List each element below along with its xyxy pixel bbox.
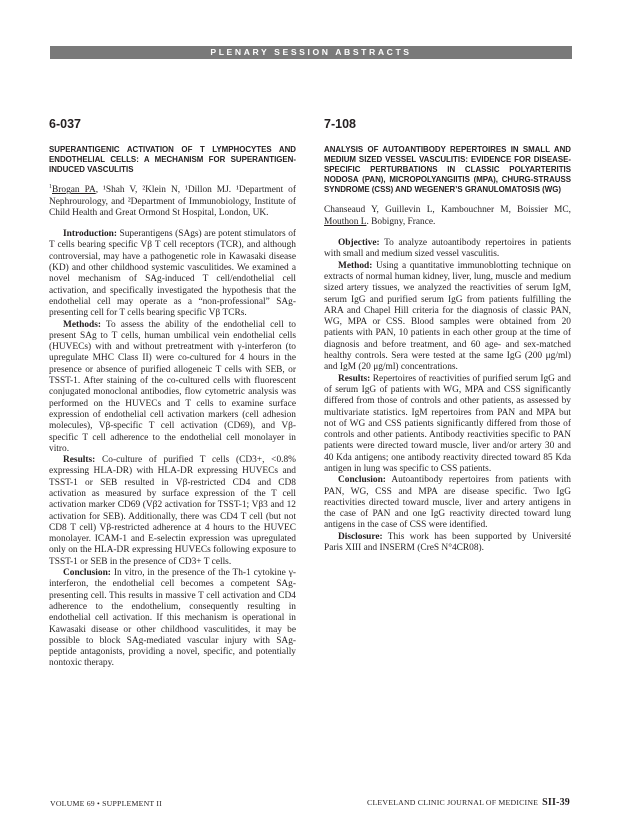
- authors-rest: , ¹Shah V, ²Klein N, ¹Dillon MJ. ¹Department of Nephrourology, and ²Department of Immunobiology, Institute of Child Health and Great Ormond St Hospital, London, UK.: [49, 185, 296, 218]
- abstract-authors: [324, 205, 571, 228]
- section-banner: PLENARY SESSION ABSTRACTS: [50, 46, 572, 59]
- section-disclosure: Disclosure: This work has been supported by Université Paris XIII and INSERM (CreS N°4CR08).: [324, 531, 571, 554]
- abstract-title: ANALYSIS OF AUTOANTIBODY REPERTOIRES IN SMALL AND MEDIUM SIZED VESSEL VASCULITIS: EVIDENCE FOR DISEASE-SPECIFIC PERTURBATIONS IN CLASSIC POLYARTERITIS NODOSA (PAN), MICROPOLYANGIITIS (MPA), CHURG-STRAUSS SYNDROME (CSS) AND WEGENER’S GRANULOMATOSIS (WG): [324, 145, 571, 195]
- affiliation-mark: 1: [49, 184, 52, 191]
- journal-name: CLEVELAND CLINIC JOURNAL OF MEDICINE: [367, 798, 539, 807]
- presenting-author: Mouthon L: [324, 216, 367, 227]
- authors-lead: Chanseaud Y, Guillevin L, Kambouchner M, Boissier MC,: [324, 205, 571, 216]
- section-conclusion: Conclusion: Autoantibody repertoires from patients with PAN, WG, CSS and MPA are disease specific. Two IgG reactivities directed toward muscle, liver and artery antigens in the case of PAN and one IgG reactivity directed toward lung antigens in the case of CSS were identified.: [324, 475, 571, 531]
- section-objective: Objective: To analyze autoantibody repertoires in patients with small and medium sized vessel vasculitis.: [324, 238, 571, 260]
- abstract-right: [324, 117, 571, 554]
- page-number: SII-39: [542, 797, 570, 808]
- section-results: Results: Repertoires of reactivities of purified serum IgG and of serum IgG of patients with WG, MPA and CSS significantly differed from those of controls and other patients, as assessed by multivariate statistics. IgM repertoires from PAN and MPA but not of WG and CSS patients significantly differed from those of controls and other patients. Antibody reactivities specific to PAN patients were directed toward muscle, liver and/or artery 30 and 40 Kda antigens; one antibody reactivity directed toward 85 Kda antigen in lung was specific to CSS patients.: [324, 373, 571, 474]
- footer-volume: VOLUME 69 • SUPPLEMENT II: [50, 799, 162, 808]
- authors-rest: . Bobigny, France.: [366, 216, 436, 227]
- abstract-title: SUPERANTIGENIC ACTIVATION OF T LYMPHOCYTES AND ENDOTHELIAL CELLS: A MECHANISM FOR SUPERANTIGEN-INDUCED VASCULITIS: [49, 145, 296, 175]
- abstract-number: 7-108: [324, 117, 356, 131]
- presenting-author: Brogan PA: [52, 185, 96, 196]
- section-results: Results: Co-culture of purified T cells (CD3+, <0.8% expressing HLA-DR) with HLA-DR expressing HUVECs and TSST-1 or SEB resulted in Vβ-restricted CD4 and CD8 activation as measured by surface expression of the T cell activation marker CD69 (Vβ2 activation for TSST-1; Vβ3 and 12 activation for SEB). Additionally, there was CD4 T cell (but not CD8 T cell) Vβ-restricted adherence at 4 hours to the HUVEC monolayer. ICAM-1 and E-selectin expression was upregulated only on the HLA-DR expressing HUVECs following exposure to TSST-1 or SEB in the presence of CD3+ T cells.: [49, 455, 296, 567]
- section-introduction: Introduction: Superantigens (SAgs) are potent stimulators of T cells bearing specific Vβ T cell receptors (TCR), and although controversial, may have a pathogenetic role in Kawasaki disease (KD) and other childhood systemic vasculitides. We examined a novel mechanism of SAg-induced T cell/endothelial cell activation, and specifically investigated the hypothesis that the endothelial cell may operate as a “non-professional” SAg-presenting cell for T cells bearing specific Vβ TCRs.: [49, 229, 296, 319]
- footer-journal: [367, 797, 570, 808]
- section-methods: Methods: To assess the ability of the endothelial cell to present SAg to T cells, human umbilical vein endothelial cells (HUVECs) with and without pretreatment with γ-interferon (to upregulate MHC Class II) were co-cultured for 4 hours in the presence or absence of purified allogeneic T cells with SEB, or TSST-1. After staining of the co-cultured cells with fluorescent conjugated monoclonal antibodies, flow cytometric analysis was performed on the HUVECs and T cells to examine surface expression of endothelial cell activation markers (cell adhesion molecules), Vβ-specific T cell activation (CD69), and Vβ-specific T cell adherence to the endothelial cell monolayer in vitro.: [49, 319, 296, 454]
- section-conclusion: Conclusion: In vitro, in the presence of the Th-1 cytokine γ-interferon, the endothelial cell becomes a competent SAg-presenting cell. This results in massive T cell activation and CD4 adherence to the endothelium, consequently resulting in endothelial cell activation. If this mechanism is operational in Kawasaki disease or other childhood vasculitides, it may be possible to block SAg-mediated vascular injury with SAg-peptide antagonists, providing a novel, specific, and potentially nontoxic therapy.: [49, 568, 296, 669]
- abstract-left: [49, 117, 296, 670]
- section-method: Method: Using a quantitative immunoblotting technique on extracts of normal human kidney, liver, lung, muscle and medium sized artery tissues, we analyzed the reactivities of serum IgM, serum IgG and purified serum IgG from patients fulfilling the ARA and Chapel Hill criteria for the diagnosis of classic PAN, WG, MPA or CSS. Blood samples were obtained from 20 patients with PAN, 10 patients in each other group at the time of diagnosis and before treatment, and 60 age- and sex-matched healthy controls. Sera were tested at the same IgG (200 μg/ml) and IgM (20 μg/ml) concentrations.: [324, 260, 571, 373]
- abstract-number: 6-037: [49, 117, 81, 131]
- abstract-authors: [49, 185, 296, 219]
